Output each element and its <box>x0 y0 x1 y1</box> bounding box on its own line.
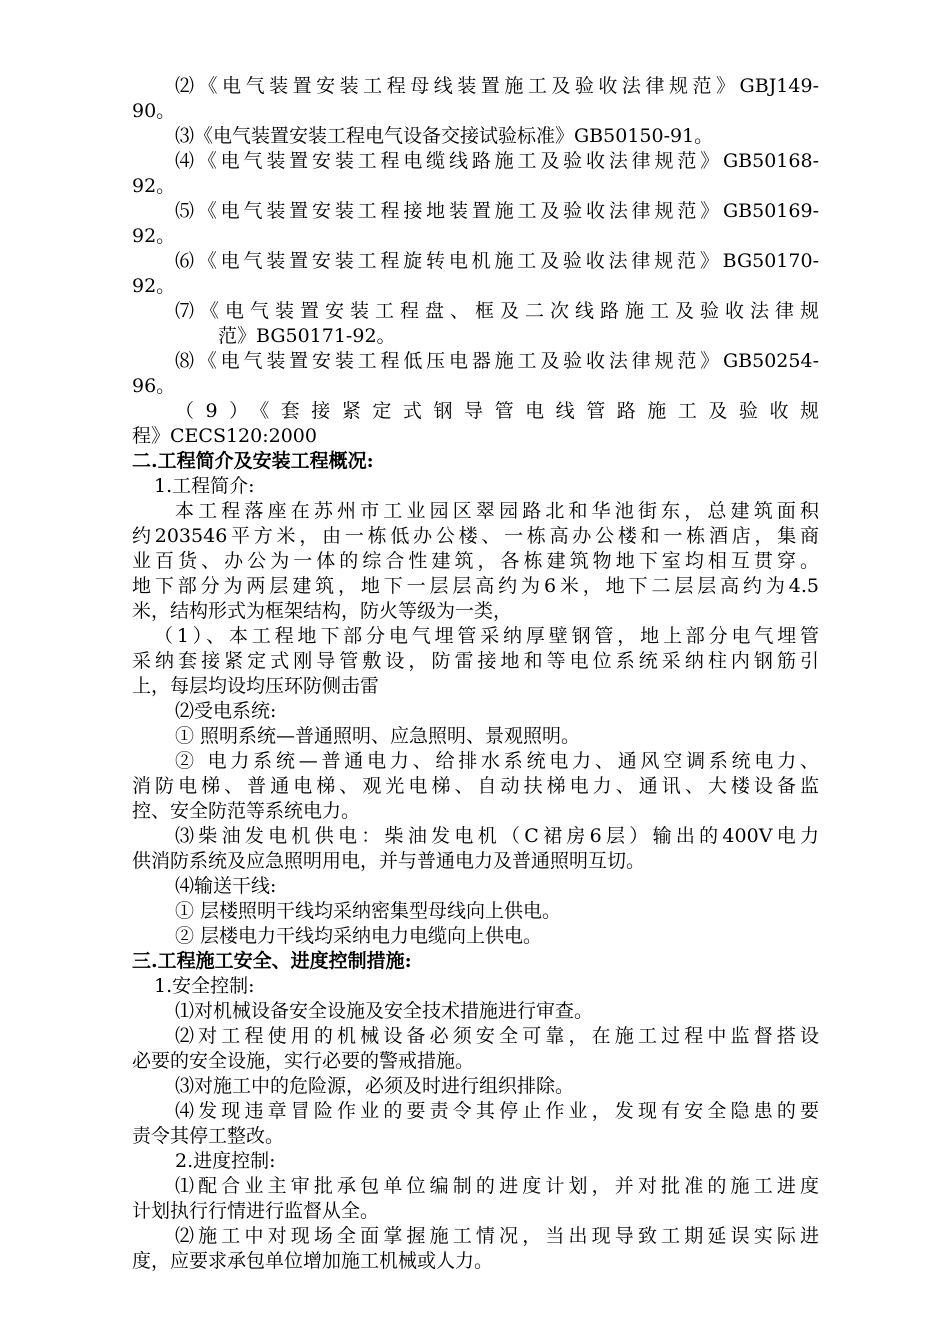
text-line: 米，结构形式为框架结构，防火等级为一类， <box>132 600 513 622</box>
text-line: 范》BG50171-92。 <box>218 325 396 347</box>
subsection-heading: 1.安全控制: <box>154 975 255 997</box>
text-line: ⑷《电气装置安装工程电缆线路施工及验收法律规范》GB50168- <box>175 150 819 172</box>
text-line: ① 层楼照明干线均采纳密集型母线向上供电。 <box>175 900 562 922</box>
text-line: ⑵对工程使用的机械设备必须安全可靠，在施工过程中监督搭设 <box>175 1025 819 1047</box>
text-line: ② 电力系统—普通电力、给排水系统电力、通风空调系统电力、 <box>175 750 819 772</box>
subsection-heading: 1.工程简介: <box>154 475 255 497</box>
text-line: ⑶对施工中的危险源，必须及时进行组织排除。 <box>175 1075 575 1097</box>
text-line: ⑹《电气装置安装工程旋转电机施工及验收法律规范》BG50170- <box>175 250 819 272</box>
text-line: 92。 <box>132 275 176 297</box>
text-line: 责令其停工整改。 <box>132 1125 285 1147</box>
text-line: 约203546平方米，由一栋低办公楼、一栋高办公楼和一栋酒店，集商 <box>132 525 819 547</box>
text-line: 上，每层均设均压环防侧击雷 <box>132 675 380 697</box>
text-line: ⑵受电系统: <box>175 700 277 722</box>
text-line: 业百货、办公为一体的综合性建筑，各栋建筑物地下室均相互贯穿。 <box>132 550 819 572</box>
text-line: 地下部分为两层建筑，地下一层层高约为6米，地下二层层高约为4.5 <box>132 575 819 597</box>
text-line: 控、安全防范等系统电力。 <box>132 800 361 822</box>
text-line: 度，应要求承包单位增加施工机械或人力。 <box>132 1250 494 1272</box>
text-line: ⑵施工中对现场全面掌握施工情况，当出现导致工期延误实际进 <box>175 1225 819 1247</box>
text-line: ⑻《电气装置安装工程低压电器施工及验收法律规范》GB50254- <box>175 350 819 372</box>
text-line: ② 层楼电力干线均采纳电力电缆向上供电。 <box>175 925 543 947</box>
text-line: ① 照明系统—普通照明、应急照明、景观照明。 <box>175 725 581 747</box>
text-line: ⑵《电气装置安装工程母线装置施工及验收法律规范》GBJ149- <box>175 75 819 97</box>
text-line: ⑶《电气装置安装工程电气设备交接试验标准》GB50150-91。 <box>175 125 714 147</box>
text-line: ⑸《电气装置安装工程接地装置施工及验收法律规范》GB50169- <box>175 200 819 222</box>
text-line: 92。 <box>132 175 176 197</box>
text-line: 必要的安全设施，实行必要的警戒措施。 <box>132 1050 475 1072</box>
text-line: （1）、本工程地下部分电气埋管采纳厚壁钢管，地上部分电气埋管 <box>154 625 819 647</box>
text-line: （9）《套接紧定式钢导管电线管路施工及验收规 <box>175 400 819 422</box>
section-heading: 三.工程施工安全、进度控制措施: <box>132 950 412 972</box>
text-line: ⑺《电气装置安装工程盘、框及二次线路施工及验收法律规 <box>175 300 819 322</box>
text-line: 92。 <box>132 225 176 247</box>
text-line: 本工程落座在苏州市工业园区翠园路北和华池街东，总建筑面积 <box>175 500 819 522</box>
text-line: 供消防系统及应急照明用电，并与普通电力及普通照明互切。 <box>132 850 646 872</box>
text-line: ⑴对机械设备安全设施及安全技术措施进行审查。 <box>175 1000 594 1022</box>
text-line: 采纳套接紧定式刚导管敷设，防雷接地和等电位系统采纳柱内钢筋引 <box>132 650 819 672</box>
text-line: 96。 <box>132 375 176 397</box>
section-heading: 二.工程简介及安装工程概况: <box>132 450 374 472</box>
text-line: 计划执行行情进行监督从全。 <box>132 1200 380 1222</box>
text-line: ⑷发现违章冒险作业的要责令其停止作业，发现有安全隐患的要 <box>175 1100 819 1122</box>
text-line: ⑷输送干线: <box>175 875 277 897</box>
text-line: 90。 <box>132 100 176 122</box>
text-line: 程》CECS120:2000 <box>132 425 317 447</box>
text-line: 消防电梯、普通电梯、观光电梯、自动扶梯电力、通讯、大楼设备监 <box>132 775 819 797</box>
subsection-heading: 2.进度控制: <box>175 1150 276 1172</box>
text-line: ⑶柴油发电机供电：柴油发电机（C裙房6层）输出的400V电力 <box>175 825 819 847</box>
text-line: ⑴配合业主审批承包单位编制的进度计划，并对批准的施工进度 <box>175 1175 819 1197</box>
